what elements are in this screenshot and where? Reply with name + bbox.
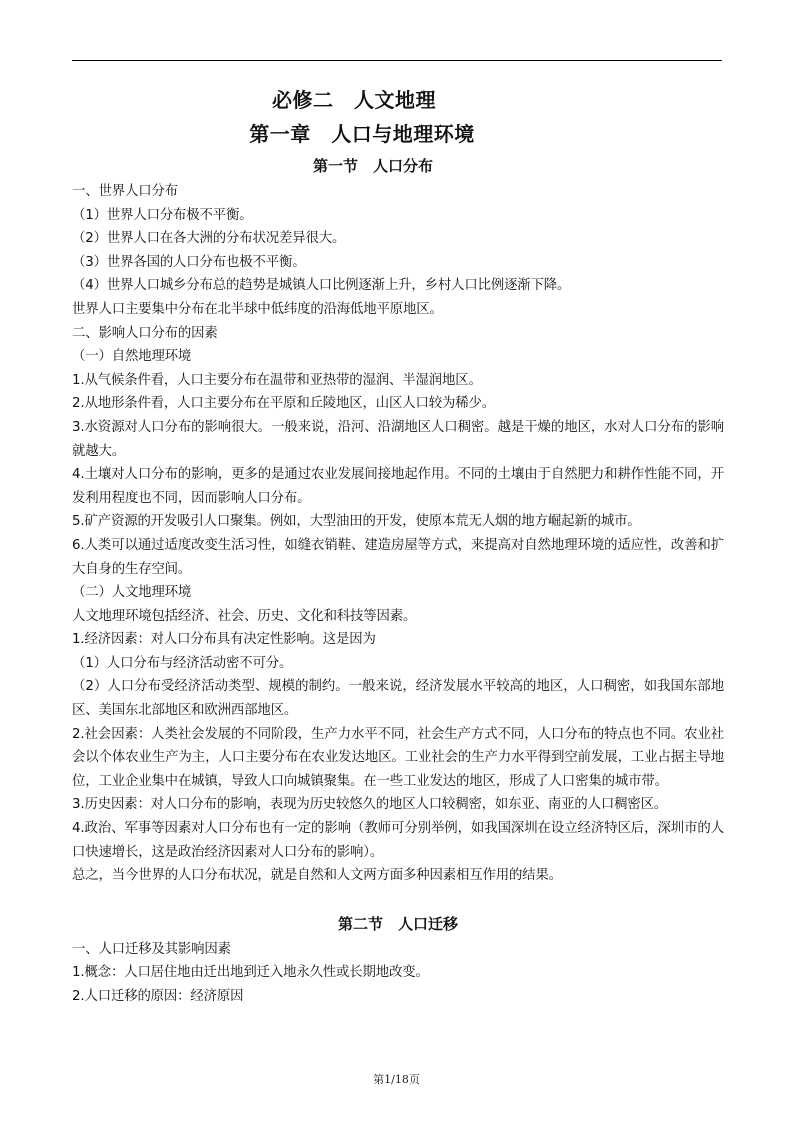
list-item: （3）世界各国的人口分布也极不平衡。 xyxy=(72,254,306,270)
list-item: （2）世界人口在各大洲的分布状况差异很大。 xyxy=(72,231,346,247)
list-item: 2.从地形条件看，人口主要分布在平原和丘陵地区，山区人口较为稀少。 xyxy=(72,396,495,412)
list-item: 3.历史因素：对人口分布的影响，表现为历史较悠久的地区人口较稠密，如东亚、南亚的人口稠密区。 xyxy=(72,797,668,813)
section-title-2: 第二节 人口迁移 xyxy=(337,914,458,933)
section-2-content xyxy=(72,938,724,1009)
header-rule xyxy=(72,60,722,61)
list-item: 2.人口迁移的原因：经济原因 xyxy=(72,989,244,1004)
document-body xyxy=(72,84,724,1009)
subheading-natural-environment: （一）自然地理环境 xyxy=(72,349,192,365)
section-1-content xyxy=(72,180,724,888)
list-item: （4）世界人口城乡分布总的趋势是城镇人口比例逐渐上升，乡村人口比例逐渐下降。 xyxy=(72,278,571,294)
paragraph: 世界人口主要集中分布在北半球中低纬度的沿海低地平原地区。 xyxy=(72,301,443,317)
list-item: 2.社会因素：人类社会发展的不同阶段，生产力水平不同，社会生产方式不同，人口分布的特点也不同。农业社会以个体农业生产为主，人口主要分布在农业发达地区。工业社会的生产力水平得到空前发展，工业占据主导地位，工业企业集中在城镇，导致人口向城镇聚集。在一些工业发达的地区，形成了人口密集的城市带。 xyxy=(72,726,724,789)
paragraph: 人文地理环境包括经济、社会、历史、文化和科技等因素。 xyxy=(72,608,417,624)
book-title: 必修二 人文地理 xyxy=(272,88,436,112)
list-item: （1）人口分布与经济活动密不可分。 xyxy=(72,655,293,671)
heading-world-population-distribution: 一、世界人口分布 xyxy=(72,184,178,199)
list-item: 3.水资源对人口分布的影响很大。一般来说，沿河、沿湖地区人口稠密。越是干燥的地区，水对人口分布的影响就越大。 xyxy=(72,419,724,459)
chapter-title: 第一章 人口与地理环境 xyxy=(249,122,475,146)
list-item: （2）人口分布受经济活动类型、规模的制约。一般来说，经济发展水平较高的地区，人口稠密，如我国东部地区、美国东北部地区和欧洲西部地区。 xyxy=(72,679,724,719)
heading-factors: 二、影响人口分布的因素 xyxy=(72,325,218,341)
list-item: （1）世界人口分布极不平衡。 xyxy=(72,207,253,223)
list-item: 1.从气候条件看，人口主要分布在温带和亚热带的湿润、半湿润地区。 xyxy=(72,372,482,388)
list-item: 6.人类可以通过适度改变生活习性，如缝衣销鞋、建造房屋等方式，来提高对自然地理环境的适应性，改善和扩大自身的生存空间。 xyxy=(72,537,724,577)
list-item: 1.概念：人口居住地由迁出地到迁入地永久性或长期地改变。 xyxy=(72,965,429,981)
section-gap xyxy=(72,888,724,910)
list-item: 4.土壤对人口分布的影响，更多的是通过农业发展间接地起作用。不同的土壤由于自然肥力和耕作性能不同，开发利用程度也不同，因而影响人口分布。 xyxy=(72,467,724,506)
list-item: 1.经济因素：对人口分布具有决定性影响。这是因为 xyxy=(72,632,376,648)
list-item: 4.政治、军事等因素对人口分布也有一定的影响（教师可分别举例，如我国深圳在设立经济特区后，深圳市的人口快速增长，这是政治经济因素对人口分布的影响）。 xyxy=(72,821,724,860)
section-title-1: 第一节 人口分布 xyxy=(312,157,433,175)
paragraph-summary: 总之，当今世界的人口分布状况，就是自然和人文两方面多种因素相互作用的结果。 xyxy=(72,868,562,884)
heading-migration-factors: 一、人口迁移及其影响因素 xyxy=(72,941,231,957)
list-item: 5.矿产资源的开发吸引人口聚集。例如，大型油田的开发，使原本荒无人烟的地方崛起新的城市。 xyxy=(72,514,641,530)
subheading-human-environment: （二）人文地理环境 xyxy=(72,585,192,601)
page-number: 第1/18页 xyxy=(373,1073,420,1086)
